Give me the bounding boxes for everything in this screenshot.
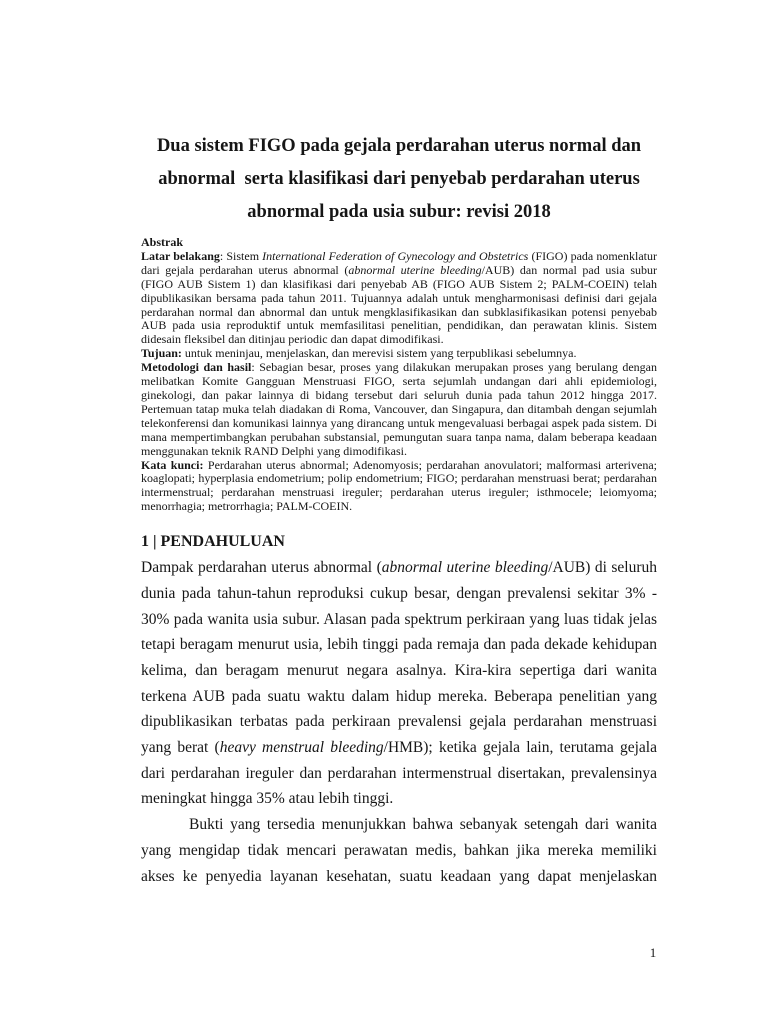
text-segment: untuk meninjau, menjelaskan, dan merevisi sistem yang terpublikasi sebelumnya. (181, 346, 577, 361)
text-segment: Dampak perdarahan uterus abnormal ( (141, 559, 382, 577)
text-segment: /AUB) dan normal pad usia subur (FIGO AUB Sistem 1) dan klasifikasi dari penyebab AB (FIGO AUB Sistem 2; PALM-COEIN) telah dipublikasikan bersama pada tahun 2011. Tujuannya adalah untuk mengharmonisasi definisi dari gejala perdarahan normal dan abnormal dan untuk mengklasifikasikan dan subklasifikasikan potensi penyebab AUB pada usia reproduktif untuk memfasilitasi penelitian, pendidikan, dan perawatan klinis. Sistem didesain fleksibel dan ditinjau periodic dan dapat dimodifikasi. (141, 262, 657, 347)
text-segment: Kata kunci: (141, 457, 204, 472)
text-segment: abnormal uterine bleeding (348, 262, 482, 277)
paper-title-line-3: abnormal pada usia subur: revisi 2018 (247, 202, 551, 222)
text-segment: Latar belakang (141, 248, 220, 263)
paper-title-line-1: Dua sistem FIGO pada gejala perdarahan uterus normal dan (156, 136, 642, 156)
page-number: 1 (649, 945, 657, 960)
text-segment: : Sebagian besar, proses yang dilakukan merupakan proses yang berulang dengan melibatkan Komite Gangguan Menstruasi FIGO, serta sejumlah undangan dari ahli epidemiologi, ginekologi, dan pakar lainnya di bidang tersebut dari seluruh dunia pada tahun 2012 hingga 2017. Pertemuan tatap muka telah diadakan di Roma, Vancouver, dan Singapura, dan ditambah dengan sejumlah telekonferensi dan komunikasi lainnya yang dirancang untuk mengevaluasi berbagai aspek pada sistem. Di mana mempertimbangkan perubahan substansial, pemungutan suara tanpa nama, dalam beberapa keadaan menggunakan teknik RAND Delphi yang dimodifikasi. (141, 360, 657, 458)
text-segment: Metodologi dan hasil (141, 360, 252, 375)
text-segment: Bukti yang tersedia menunjukkan bahwa sebanyak setengah dari wanita yang mengidap tidak mencari perawatan medis, bahkan jika mereka memiliki akses ke penyedia layanan kesehatan, suatu keadaan yang dapat menjelaskan (141, 816, 657, 885)
page-content (141, 0, 657, 889)
text-segment: (FIGO) pada nomenklatur dari gejala perdarahan uterus abnormal ( (141, 248, 658, 277)
section-heading-pendahuluan: 1 | PENDAHULUAN (141, 533, 285, 551)
text-segment: Tujuan: (141, 346, 182, 361)
intro-paragraph-2 (141, 812, 657, 889)
abstract-heading: Abstrak (141, 235, 184, 249)
text-segment: International Federation of Gynecology and Obstetrics (262, 248, 529, 263)
paper-title (141, 130, 657, 229)
text-segment: /HMB); ketika gejala lain, terutama gejala dari perdarahan ireguler dan perdarahan intermenstrual disertakan, prevalensinya meningkat hingga 35% atau lebih tinggi. (141, 739, 657, 808)
abstract-section (141, 236, 657, 514)
text-segment: abnormal uterine bleeding (381, 559, 549, 577)
text-segment: : Sistem (219, 248, 263, 263)
text-segment: /AUB) di seluruh dunia pada tahun-tahun reproduksi cukup besar, dengan prevalensi sekitar 3% - 30% pada wanita usia subur. Alasan pada spektrum perkiraan yang luas tidak jelas tetapi beragam menurut usia, lebih tinggi pada remaja dan pada dekade kehidupan kelima, dan beragam menurut negara asalnya. Kira-kira sepertiga dari wanita terkena AUB pada suatu waktu dalam hidup mereka. Beberapa penelitian yang dipublikasikan terbatas pada perkiraan prevalensi gejala perdarahan menstruasi yang berat ( (141, 559, 657, 757)
intro-paragraph-1 (141, 555, 657, 812)
abstract-paragraph-objective (141, 347, 657, 361)
paper-title-line-2: abnormal serta klasifikasi dari penyebab perdarahan uterus (158, 169, 640, 189)
abstract-paragraph-methodology (141, 361, 657, 458)
text-segment: Perdarahan uterus abnormal; Adenomyosis; perdarahan anovulatori; malformasi arterivena; koaglopati; hyperplasia endometrium; polip endometrium; FIGO; perdarahan menstruasi berat; perdarahan intermenstrual; perdarahan menstruasi ireguler; perdarahan uterus ireguler; isthmocele; leiomyoma; menorrhagia; metrorrhagia; PALM-COEIN. (141, 457, 657, 514)
abstract-paragraph-background (141, 250, 657, 347)
abstract-paragraph-keywords (141, 459, 657, 515)
text-segment: heavy menstrual bleeding (219, 739, 384, 757)
